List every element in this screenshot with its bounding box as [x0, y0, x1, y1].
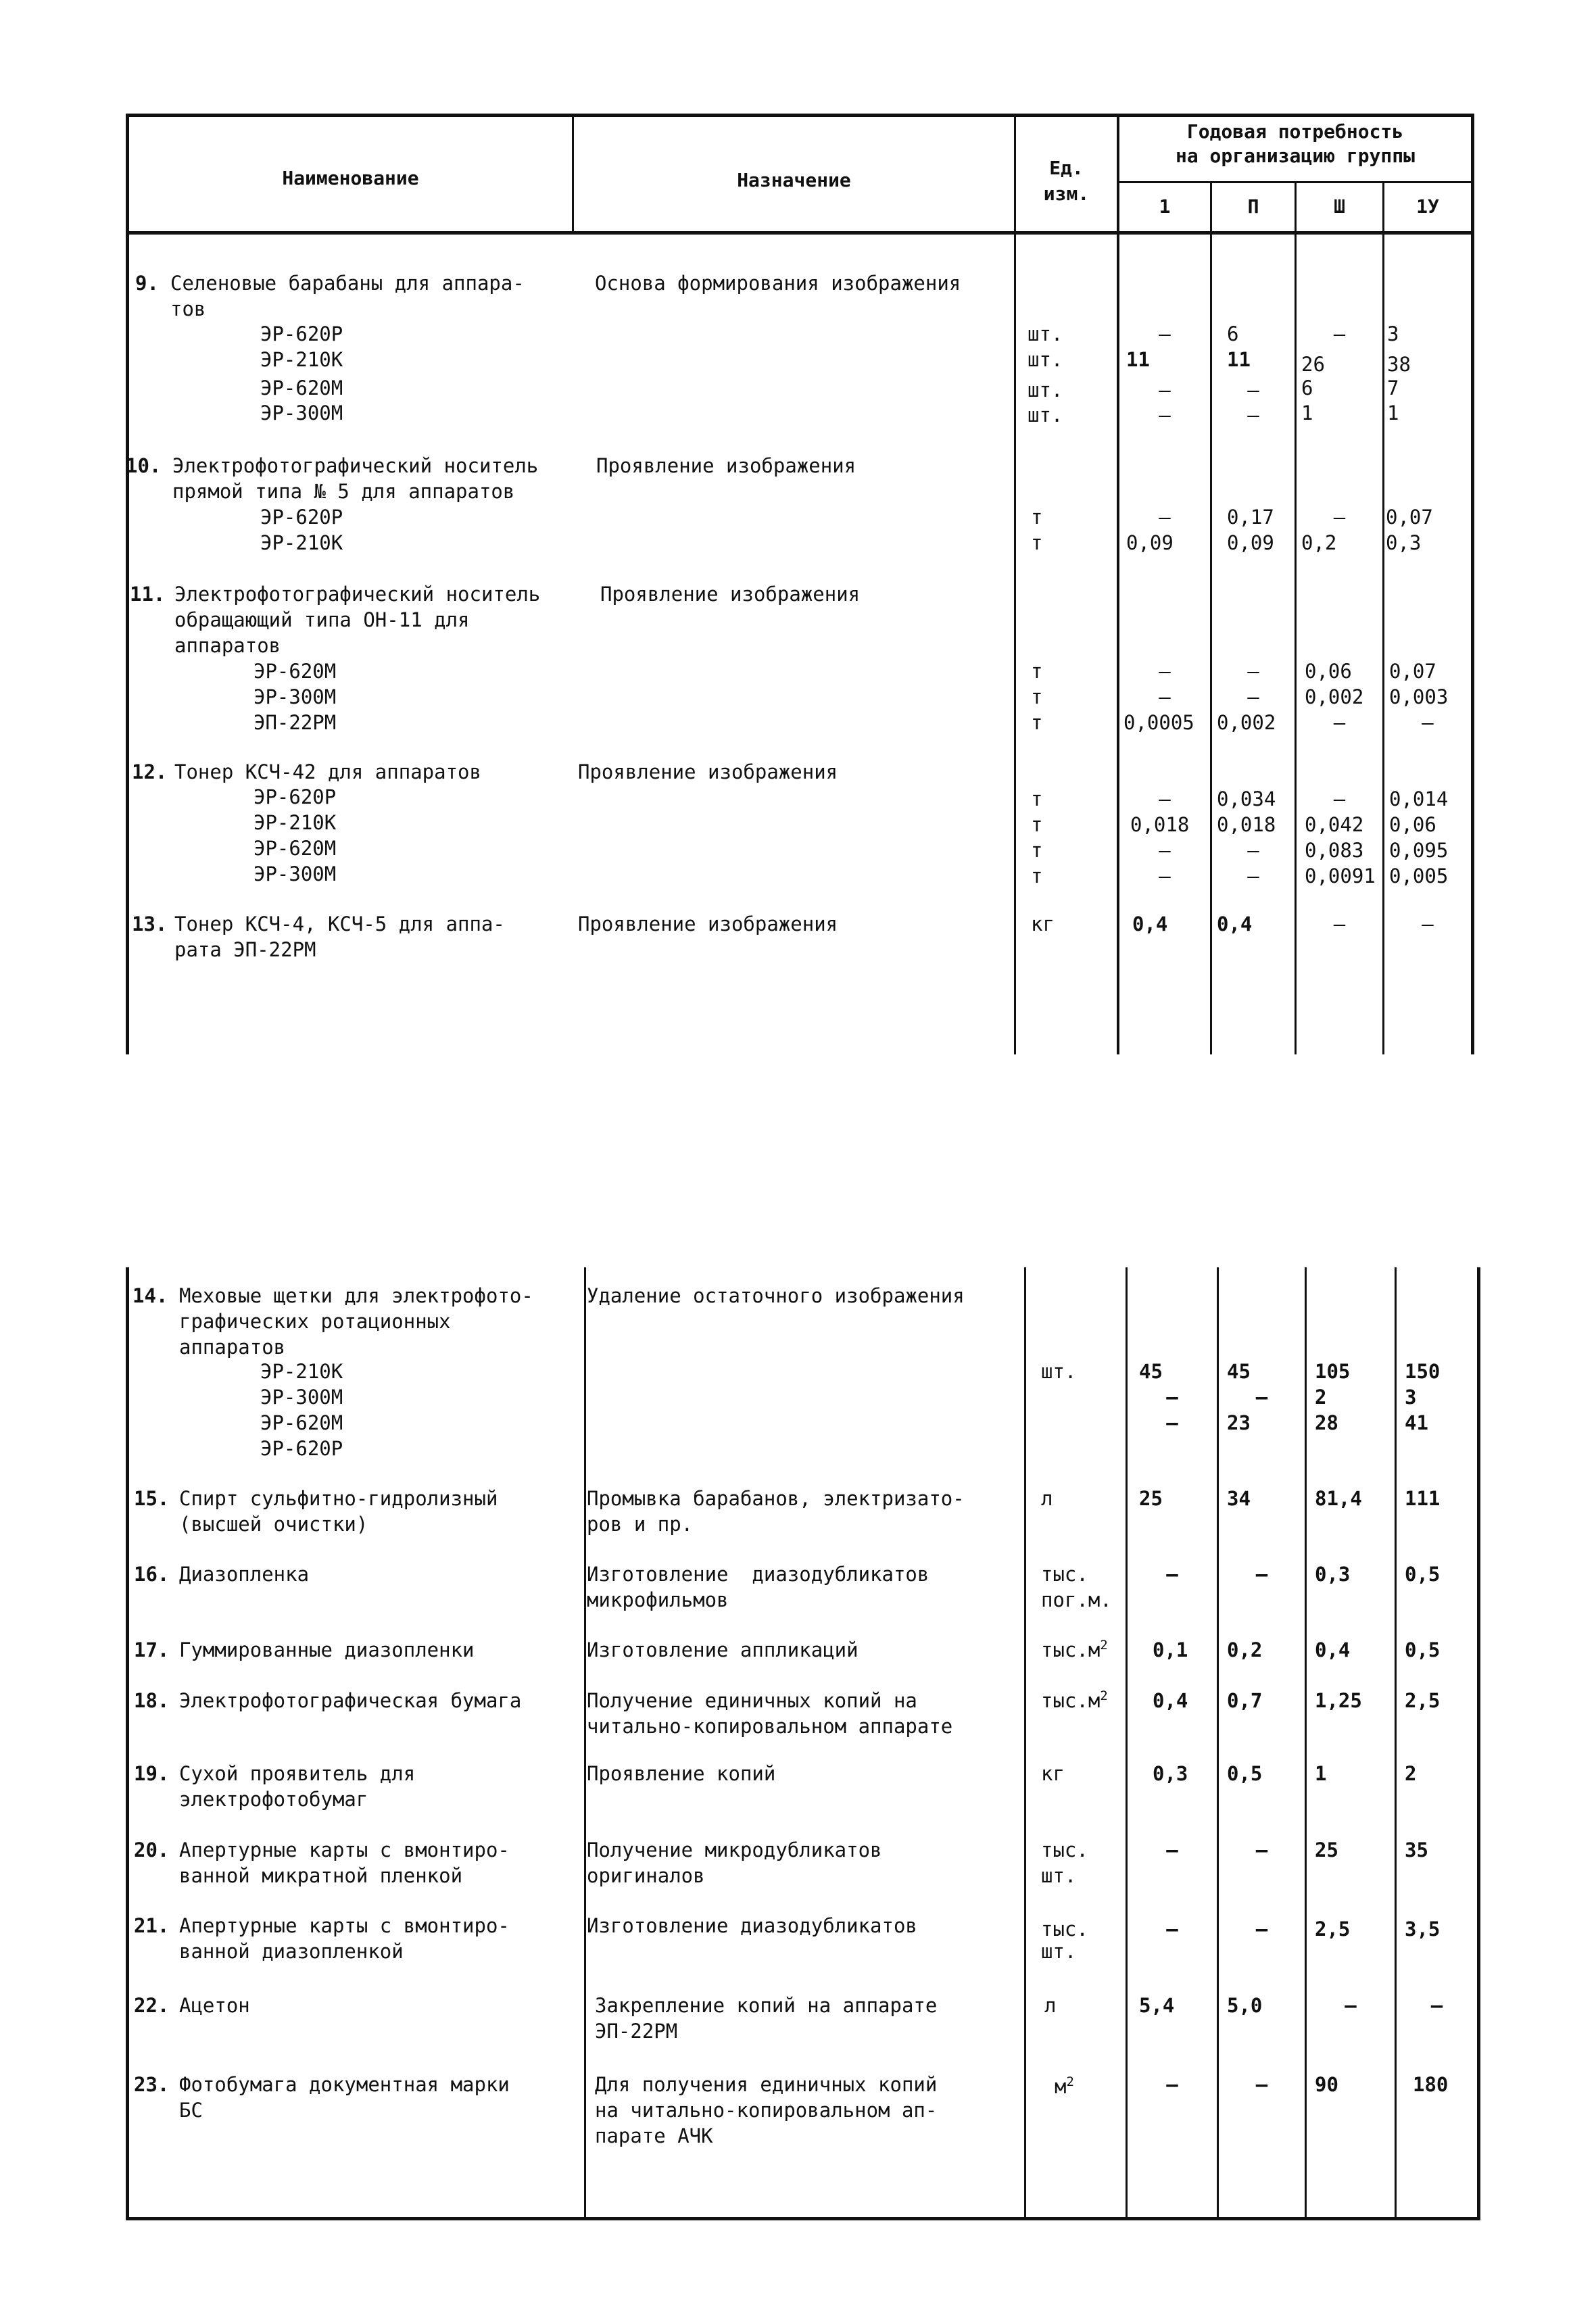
value: 0,018 — [1217, 813, 1276, 836]
model: ЭР-210К — [260, 531, 343, 554]
row-number: 9. — [135, 272, 159, 295]
row-purpose: Изготовление диазодубликатов — [587, 1914, 917, 1937]
value: 2,5 — [1315, 1918, 1351, 1941]
unit: кг — [1041, 1762, 1065, 1785]
value: – — [1166, 1386, 1178, 1409]
value: – — [1166, 2073, 1178, 2096]
value: – — [1422, 711, 1434, 734]
value: 1,25 — [1315, 1689, 1362, 1712]
row-purpose: ЭП-22РМ — [595, 2020, 678, 2043]
unit: шт. — [1041, 1360, 1077, 1383]
value: 5,4 — [1139, 1994, 1175, 2017]
value: 0,003 — [1389, 685, 1449, 708]
row-purpose: читально-копировальном аппарате — [587, 1715, 953, 1738]
value: – — [1166, 1918, 1178, 1941]
model: ЭР-620Р — [260, 506, 343, 529]
value: 0,5 — [1227, 1762, 1263, 1785]
value: – — [1422, 912, 1434, 935]
row-name: Апертурные карты с вмонтиро- — [179, 1838, 510, 1861]
value: 0,083 — [1305, 839, 1364, 862]
model: ЭР-300М — [253, 685, 337, 708]
value: 0,1 — [1153, 1638, 1188, 1661]
unit: т — [1031, 711, 1043, 734]
value: 3 — [1387, 322, 1399, 345]
value: 11 — [1126, 348, 1150, 371]
header-annual-need: Годовая потребность — [1186, 120, 1404, 143]
row-name: ванной микратной пленкой — [179, 1864, 463, 1887]
unit: кг — [1031, 912, 1055, 935]
value: – — [1247, 864, 1259, 887]
row-purpose: Изготовление диазодубликатов — [587, 1563, 929, 1586]
header-group-4: 1У — [1416, 195, 1439, 218]
model: ЭР-210К — [260, 348, 343, 371]
value: – — [1247, 839, 1259, 862]
row-purpose: Промывка барабанов, электризато- — [587, 1487, 965, 1510]
row-number: 21. — [134, 1914, 170, 1937]
value: 5,0 — [1227, 1994, 1263, 2017]
value: – — [1247, 660, 1259, 683]
row-number: 12. — [132, 760, 168, 783]
row-name: электрофотобумаг — [179, 1788, 368, 1811]
value: – — [1333, 506, 1346, 529]
row-name: Сухой проявитель для — [179, 1762, 416, 1785]
value: 111 — [1405, 1487, 1441, 1510]
value: 45 — [1139, 1360, 1163, 1383]
value: 26 — [1301, 353, 1325, 376]
unit: тыс. — [1041, 1838, 1088, 1861]
header-name: Наименование — [282, 167, 419, 189]
value: 180 — [1413, 2073, 1449, 2096]
row-number: 11. — [130, 583, 166, 606]
model: ЭР-620Р — [260, 322, 343, 345]
row-name: Гуммированные диазопленки — [179, 1638, 475, 1661]
unit: шт. — [1027, 404, 1063, 427]
header-annual-need: на организацию группы — [1175, 145, 1415, 167]
value: 0,4 — [1153, 1689, 1188, 1712]
row-name: графических ротационных — [179, 1310, 451, 1333]
row-number: 17. — [134, 1638, 170, 1661]
value: 150 — [1405, 1360, 1441, 1383]
value: 0,4 — [1315, 1638, 1351, 1661]
value: 41 — [1405, 1411, 1428, 1434]
row-name: Диазопленка — [179, 1563, 310, 1586]
value: 1 — [1301, 401, 1313, 424]
unit: л — [1044, 1994, 1057, 2017]
rule — [584, 1267, 586, 2220]
value: 105 — [1315, 1360, 1351, 1383]
value: – — [1333, 711, 1346, 734]
unit: т — [1031, 839, 1043, 862]
row-number: 13. — [132, 912, 168, 935]
unit: пог.м. — [1041, 1588, 1112, 1611]
model: ЭР-210К — [260, 1360, 343, 1383]
rule — [1305, 1267, 1307, 2220]
value: 1 — [1315, 1762, 1327, 1785]
value: 0,06 — [1389, 813, 1436, 836]
model: ЭР-620М — [260, 1411, 343, 1434]
value: 0,07 — [1389, 660, 1436, 683]
value: – — [1159, 322, 1171, 345]
model: ЭР-300М — [253, 862, 337, 885]
value: 0,018 — [1130, 813, 1190, 836]
value: – — [1159, 379, 1171, 401]
value: 3 — [1405, 1386, 1417, 1409]
value: 25 — [1315, 1838, 1338, 1861]
value: – — [1166, 1563, 1178, 1586]
value: 11 — [1227, 348, 1251, 371]
unit: л — [1041, 1487, 1053, 1510]
unit: т — [1031, 864, 1043, 887]
unit-superscript: 2 — [1100, 1689, 1108, 1703]
unit-text: м — [1055, 2075, 1067, 2098]
rule — [126, 114, 1473, 117]
rule — [126, 114, 129, 1054]
value: – — [1159, 506, 1171, 529]
row-name: Тонер КСЧ-42 для аппаратов — [174, 760, 481, 783]
unit: т — [1031, 531, 1043, 554]
value: 0,0091 — [1305, 864, 1376, 887]
unit: т — [1031, 506, 1043, 529]
value: 0,09 — [1227, 531, 1274, 554]
model: ЭР-620Р — [260, 1437, 343, 1460]
row-name: (высшей очистки) — [179, 1513, 368, 1536]
unit-superscript: 2 — [1100, 1638, 1108, 1653]
value: – — [1430, 1994, 1443, 2017]
value: 38 — [1387, 353, 1411, 376]
value: 0,0005 — [1123, 711, 1194, 734]
rule — [126, 231, 1473, 235]
value: 0,3 — [1153, 1762, 1188, 1785]
value: 0,2 — [1301, 531, 1337, 554]
header-group-2: П — [1247, 195, 1259, 218]
value: – — [1247, 404, 1259, 427]
row-purpose: Закрепление копий на аппарате — [595, 1994, 938, 2017]
header-group-1: 1 — [1159, 195, 1171, 218]
row-purpose: Изготовление аппликаций — [587, 1638, 859, 1661]
unit-superscript: 2 — [1066, 2075, 1074, 2089]
value: 0,4 — [1132, 912, 1168, 935]
rule — [126, 2217, 1480, 2220]
model: ЭР-620М — [253, 837, 337, 860]
value: – — [1255, 1386, 1268, 1409]
row-name: Апертурные карты с вмонтиро- — [179, 1914, 510, 1937]
row-purpose: Проявление изображения — [578, 760, 838, 783]
row-purpose: Проявление изображения — [596, 454, 856, 477]
value: 0,034 — [1217, 787, 1276, 810]
row-name: Тонер КСЧ-4, КСЧ-5 для аппа- — [174, 912, 505, 935]
unit — [1041, 1637, 1108, 1663]
value: – — [1159, 660, 1171, 683]
row-purpose: на читально-копировальном ап- — [595, 2099, 938, 2122]
row-name: Спирт сульфитно-гидролизный — [179, 1487, 498, 1510]
row-number: 10. — [126, 454, 162, 477]
model: ЭР-620М — [260, 376, 343, 399]
value: 2 — [1315, 1386, 1327, 1409]
value: 0,014 — [1389, 787, 1449, 810]
value: – — [1255, 1838, 1268, 1861]
header-unit: Ед. — [1049, 157, 1084, 179]
row-name: аппаратов — [179, 1336, 286, 1359]
row-number: 18. — [134, 1689, 170, 1712]
row-purpose: микрофильмов — [587, 1588, 729, 1611]
row-name: Электрофотографическая бумага — [179, 1689, 522, 1712]
value: 34 — [1227, 1487, 1251, 1510]
row-name: Ацетон — [179, 1994, 250, 2017]
row-number: 22. — [134, 1994, 170, 2017]
value: – — [1255, 2073, 1268, 2096]
header-unit: изм. — [1043, 182, 1090, 205]
row-number: 14. — [132, 1284, 168, 1307]
rule — [126, 1267, 129, 2220]
unit-text: тыс.м — [1041, 1689, 1101, 1712]
value: – — [1159, 787, 1171, 810]
row-name: Селеновые барабаны для аппара- — [170, 272, 525, 295]
value: 81,4 — [1315, 1487, 1362, 1510]
row-purpose: Получение микродубликатов — [587, 1838, 882, 1861]
header-group-3: Ш — [1334, 195, 1345, 218]
value: – — [1247, 685, 1259, 708]
value: 0,002 — [1217, 711, 1276, 734]
value: 0,002 — [1305, 685, 1364, 708]
value: 0,7 — [1227, 1689, 1263, 1712]
rule — [1471, 114, 1474, 1054]
model: ЭР-300М — [260, 1386, 343, 1409]
row-name: аппаратов — [174, 634, 281, 657]
rule — [1210, 181, 1212, 1054]
unit: тыс. — [1041, 1563, 1088, 1586]
value: 0,005 — [1389, 864, 1449, 887]
value: 23 — [1227, 1411, 1251, 1434]
value: 25 — [1139, 1487, 1163, 1510]
value: – — [1255, 1918, 1268, 1941]
unit: т — [1031, 685, 1043, 708]
rule — [1117, 114, 1119, 1054]
row-number: 15. — [134, 1487, 170, 1510]
row-name: Меховые щетки для электрофото- — [179, 1284, 533, 1307]
value: – — [1159, 685, 1171, 708]
row-purpose: парате АЧК — [595, 2124, 713, 2147]
model: ЭП-22РМ — [253, 711, 337, 734]
model: ЭР-620М — [253, 660, 337, 683]
rule — [1395, 1267, 1397, 2220]
value: – — [1247, 379, 1259, 401]
value: – — [1166, 1411, 1178, 1434]
value: – — [1333, 322, 1346, 345]
value: 1 — [1387, 401, 1399, 424]
value: – — [1159, 404, 1171, 427]
unit: т — [1031, 787, 1043, 810]
row-purpose: Получение единичных копий на — [587, 1689, 917, 1712]
value: 2 — [1405, 1762, 1417, 1785]
value: – — [1333, 787, 1346, 810]
unit-text: тыс.м — [1041, 1638, 1101, 1661]
row-number: 23. — [134, 2073, 170, 2096]
unit: тыс. — [1041, 1918, 1088, 1941]
row-name: прямой типа № 5 для аппаратов — [172, 480, 515, 503]
value: – — [1159, 839, 1171, 862]
row-number: 19. — [134, 1762, 170, 1785]
unit — [1041, 1688, 1108, 1713]
row-name: ванной диазопленкой — [179, 1940, 404, 1963]
value: – — [1255, 1563, 1268, 1586]
row-purpose: Для получения единичных копий — [595, 2073, 938, 2096]
row-number: 20. — [134, 1838, 170, 1861]
header-purpose: Назначение — [737, 169, 851, 191]
value: 0,09 — [1126, 531, 1174, 554]
value: 0,06 — [1305, 660, 1352, 683]
value: 35 — [1405, 1838, 1428, 1861]
unit: шт. — [1027, 322, 1063, 345]
value: 0,095 — [1389, 839, 1449, 862]
unit: шт. — [1041, 1864, 1077, 1887]
row-name: обращающий типа ОН-11 для — [174, 608, 470, 631]
value: 0,3 — [1386, 531, 1422, 554]
value: 0,5 — [1405, 1638, 1441, 1661]
row-name: Электрофотографический носитель — [174, 583, 541, 606]
value: 90 — [1315, 2073, 1338, 2096]
row-name: Фотобумага документная марки — [179, 2073, 510, 2096]
value: 0,07 — [1386, 506, 1433, 529]
value: 3,5 — [1405, 1918, 1441, 1941]
row-name: Электрофотографический носитель — [172, 454, 539, 477]
value: – — [1159, 864, 1171, 887]
unit: т — [1031, 660, 1043, 683]
row-number: 16. — [134, 1563, 170, 1586]
value: 28 — [1315, 1411, 1338, 1434]
value: 0,2 — [1227, 1638, 1263, 1661]
value: 6 — [1227, 322, 1239, 345]
value: 0,042 — [1305, 813, 1364, 836]
row-name: рата ЭП-22РМ — [174, 938, 316, 961]
model: ЭР-210К — [253, 811, 337, 834]
row-purpose: Проявление изображения — [600, 583, 861, 606]
row-purpose: ров и пр. — [587, 1513, 694, 1536]
row-purpose: Удаление остаточного изображения — [587, 1284, 965, 1307]
model: ЭР-300М — [260, 401, 343, 424]
value: 0,4 — [1217, 912, 1253, 935]
row-purpose: Основа формирования изображения — [595, 272, 961, 295]
rule — [1014, 114, 1016, 1054]
value: 6 — [1301, 376, 1313, 399]
unit: т — [1031, 813, 1043, 836]
value: 0,17 — [1227, 506, 1274, 529]
unit — [1055, 2074, 1074, 2099]
value: 7 — [1387, 376, 1399, 399]
value: 0,5 — [1405, 1563, 1441, 1586]
value: – — [1333, 912, 1346, 935]
value: 2,5 — [1405, 1689, 1441, 1712]
row-name: БС — [179, 2099, 203, 2122]
value: – — [1166, 1838, 1178, 1861]
row-name: тов — [170, 297, 206, 320]
unit: шт. — [1041, 1940, 1077, 1963]
value: 45 — [1227, 1360, 1251, 1383]
value: 0,3 — [1315, 1563, 1351, 1586]
row-purpose: Проявление изображения — [578, 912, 838, 935]
value: – — [1345, 1994, 1357, 2017]
rule — [1477, 1267, 1480, 2220]
model: ЭР-620Р — [253, 785, 337, 808]
rule — [1024, 1267, 1026, 2220]
unit: шт. — [1027, 348, 1063, 371]
unit: шт. — [1027, 379, 1063, 401]
row-purpose: оригиналов — [587, 1864, 705, 1887]
row-purpose: Проявление копий — [587, 1762, 776, 1785]
